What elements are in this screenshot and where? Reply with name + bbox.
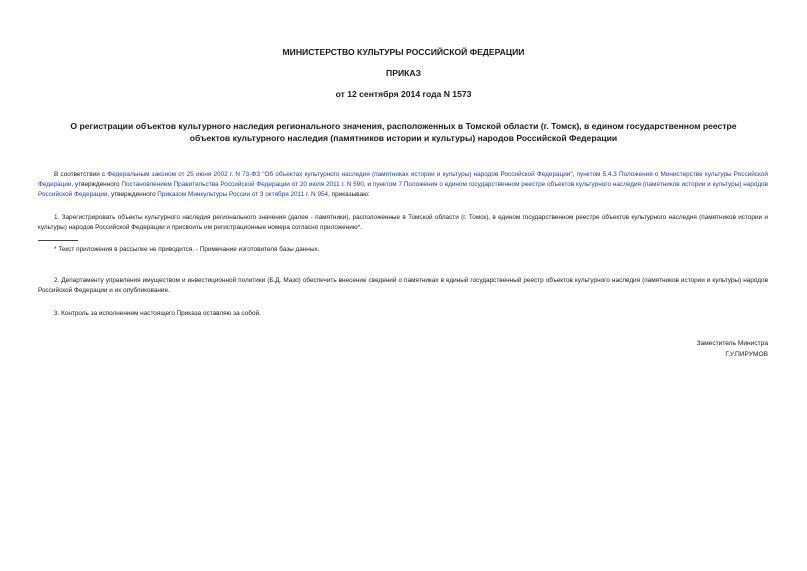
ministry-order-link[interactable]: Приказом Минкультуры России от 3 октября 2011 г. N 954 [157,191,329,198]
registry-regulation-link[interactable]: пунктом 7 Положения о едином государственном реестре объектов культурного наследия (памятников истории и культуры) народов Российской Федерации [38,181,768,198]
government-resolution-link[interactable]: Постановлением Правительства Российской Федерации от 20 июля 2011 г. N 590 [121,181,364,188]
preamble-text: В соответствии с [54,171,108,178]
signatory-name: Г.У.ПИРУМОВ [725,351,768,358]
preamble-text: , утвержденного [107,191,158,198]
footnote: * Текст приложения в рассылке не приводится. - Примечание изготовителя базы данных. [54,246,320,253]
preamble-text: , утвержденного [71,181,122,188]
federal-law-link[interactable]: Федеральным законом от 25 июня 2002 г. N 73-ФЗ "Об объектах культурного наследия (памятниках истории и культуры) народов Российской Федерации" [107,171,573,178]
order-item-3: 3. Контроль за исполнением настоящего Приказа оставляю за собой. [54,310,261,317]
document-title: О регистрации объектов культурного наследия регионального значения, расположенных в Томской области (г. Томск), в едином государственном реестре объектов культурного наследия (памятников истории и культуры) народов Российской Федерации [70,121,737,143]
order-heading: ПРИКАЗ [386,68,421,78]
ministry-regulation-link[interactable]: пунктом 5.4.3 Положения о Министерстве культуры Российской Федерации [38,171,768,188]
order-item-1: 1. Зарегистрировать объекты культурного наследия регионального значения (далее - памятники), расположенные в Томской области (г. Томск), в едином государственном реестре объектов культурного наследия (памятников истории и культуры) народов Российской Федерации и присвоить им регистрационные номера согласно приложению*. [38,214,768,231]
order-date-number: от 12 сентября 2014 года N 1573 [335,89,472,99]
order-item-2: 2. Департаменту управления имуществом и инвестиционной политики (Б.Д. Мазо) обеспечить внесение сведений о памятниках в единый государственный реестр объектов культурного наследия (памятников истории и культуры) народов Российской Федерации и их опубликование. [38,277,768,294]
preamble-paragraph [38,170,768,200]
ministry-heading: МИНИСТЕРСТВО КУЛЬТУРЫ РОССИЙСКОЙ ФЕДЕРАЦИИ [282,47,525,57]
preamble-text: , и [363,181,373,188]
preamble-text: , приказываю: [328,191,370,198]
preamble-text: , [572,171,577,178]
footnote-divider [38,240,78,241]
signatory-position: Заместитель Министра [696,340,768,347]
